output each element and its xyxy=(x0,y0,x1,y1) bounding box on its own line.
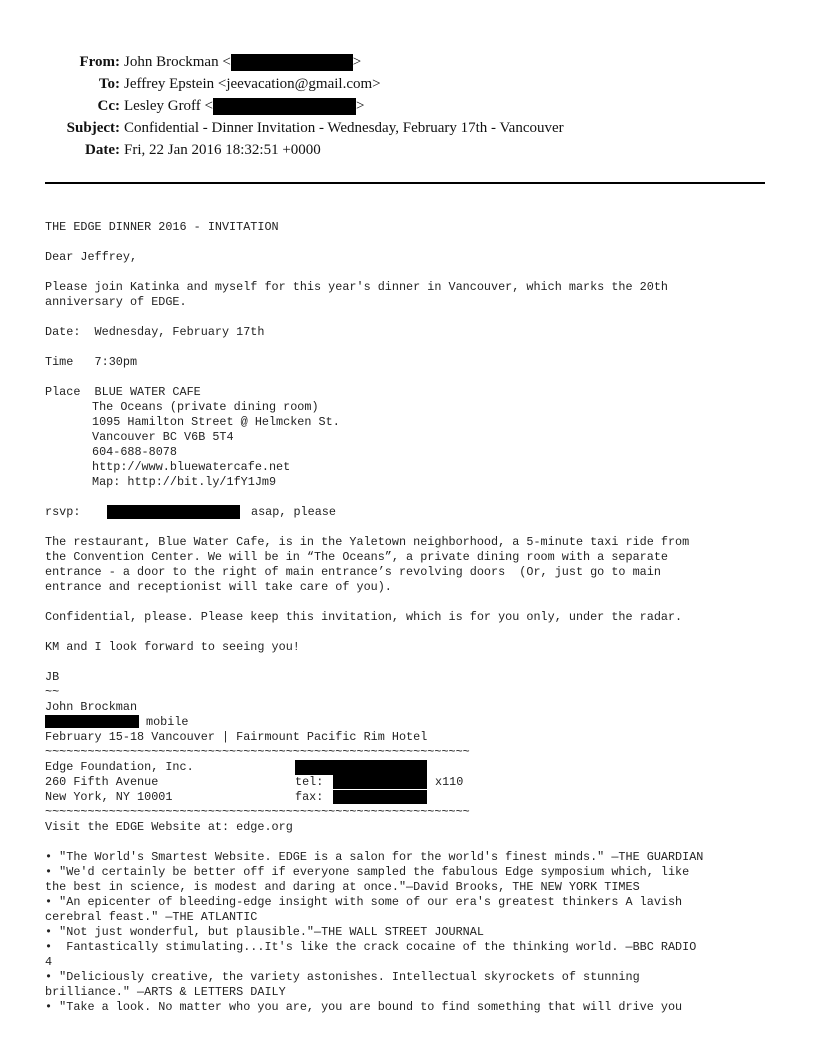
date-row xyxy=(0,142,816,164)
mobile-label: mobile xyxy=(146,715,189,729)
quote-line: • "An epicenter of bleeding-edge insight with some of our era's greatest thinkers A lavish xyxy=(45,895,683,909)
from-row xyxy=(0,54,816,76)
restaurant-line-1: The restaurant, Blue Water Cafe, is in the Yaletown neighborhood, a 5-minute taxi ride from xyxy=(45,535,690,549)
subject-row xyxy=(0,120,816,142)
quote-line: • "The World's Smartest Website. EDGE is a salon for the world's finest minds." —THE GUARDIAN xyxy=(45,850,704,864)
website-line[interactable]: Visit the EDGE Website at: edge.org xyxy=(45,820,293,834)
from-close: > xyxy=(352,54,362,70)
rsvp-label: rsvp: xyxy=(45,505,81,519)
redacted-mobile-number xyxy=(45,715,139,728)
cc-value xyxy=(124,98,364,115)
fax-label: fax: xyxy=(295,790,324,804)
place-detail-city: Vancouver BC V6B 5T4 xyxy=(92,430,234,444)
quote-line: • "Take a look. No matter who you are, you are bound to find something that will drive you xyxy=(45,1000,683,1014)
redacted-tel-number xyxy=(333,775,427,789)
tel-extension: x110 xyxy=(435,775,464,789)
restaurant-line-4: entrance and receptionist will take care of you). xyxy=(45,580,392,594)
from-name: John Brockman < xyxy=(124,54,231,70)
event-date: Date: Wednesday, February 17th xyxy=(45,325,265,339)
invitation-title: THE EDGE DINNER 2016 - INVITATION xyxy=(45,220,279,234)
quote-line: • "Deliciously creative, the variety astonishes. Intellectual skyrockets of stunning xyxy=(45,970,640,984)
subject-label: Subject: xyxy=(66,120,120,136)
subject-value: Confidential - Dinner Invitation - Wednesday, February 17th - Vancouver xyxy=(124,120,564,136)
confidential-note: Confidential, please. Please keep this invitation, which is for you only, under the radar. xyxy=(45,610,683,624)
place-detail-phone: 604-688-8078 xyxy=(92,445,177,459)
quote-line: • "Not just wonderful, but plausible."—THE WALL STREET JOURNAL xyxy=(45,925,484,939)
intro-line-1: Please join Katinka and myself for this year's dinner in Vancouver, which marks the 20th xyxy=(45,280,668,294)
cc-label: Cc: xyxy=(97,98,120,114)
quote-line: 4 xyxy=(45,955,53,969)
quote-line: • "We'd certainly be better off if everyone sampled the fabulous Edge symposium which, like xyxy=(45,865,690,879)
org-city: New York, NY 10001 xyxy=(45,790,173,804)
to-row xyxy=(0,76,816,98)
restaurant-line-2: the Convention Center. We will be in “The Oceans”, a private dining room with a separate xyxy=(45,550,668,564)
to-value: Jeffrey Epstein <jeevacation@gmail.com> xyxy=(124,76,381,92)
tel-label: tel: xyxy=(295,775,324,789)
closing-line: KM and I look forward to seeing you! xyxy=(45,640,300,654)
event-place: Place BLUE WATER CAFE xyxy=(45,385,201,399)
quote-line: brilliance." —ARTS & LETTERS DAILY xyxy=(45,985,286,999)
place-detail-map[interactable]: Map: http://bit.ly/1fY1Jm9 xyxy=(92,475,277,489)
quote-line: cerebral feast." —THE ATLANTIC xyxy=(45,910,258,924)
quote-line: • Fantastically stimulating...It's like the crack cocaine of the thinking world. —BBC RADIO xyxy=(45,940,697,954)
signature-divider-bottom: ~~~~~~~~~~~~~~~~~~~~~~~~~~~~~~~~~~~~~~~~~~~~~~~~~~~~~~~~~~~~ xyxy=(45,805,470,819)
place-detail-street: 1095 Hamilton Street @ Helmcken St. xyxy=(92,415,340,429)
redacted-org-info xyxy=(295,760,427,775)
greeting: Dear Jeffrey, xyxy=(45,250,138,264)
cc-row xyxy=(0,98,816,120)
from-value xyxy=(124,54,361,71)
restaurant-line-3: entrance - a door to the right of main entrance’s revolving doors (Or, just go to main xyxy=(45,565,661,579)
signature-name: John Brockman xyxy=(45,700,138,714)
signature-tilde: ~~ xyxy=(45,685,60,699)
redacted-from-email xyxy=(231,54,353,71)
signature-divider-top: ~~~~~~~~~~~~~~~~~~~~~~~~~~~~~~~~~~~~~~~~~~~~~~~~~~~~~~~~~~~~ xyxy=(45,745,470,759)
place-detail-website[interactable]: http://www.bluewatercafe.net xyxy=(92,460,291,474)
travel-line: February 15-18 Vancouver | Fairmount Pacific Rim Hotel xyxy=(45,730,428,744)
cc-name: Lesley Groff < xyxy=(124,98,213,114)
to-label: To: xyxy=(98,76,120,92)
event-time: Time 7:30pm xyxy=(45,355,138,369)
header-divider xyxy=(45,182,765,184)
place-detail-room: The Oceans (private dining room) xyxy=(92,400,319,414)
org-name: Edge Foundation, Inc. xyxy=(45,760,194,774)
date-label: Date: xyxy=(85,142,120,158)
date-value: Fri, 22 Jan 2016 18:32:51 +0000 xyxy=(124,142,321,158)
rsvp-suffix: asap, please xyxy=(251,505,336,519)
signature-initials: JB xyxy=(45,670,60,684)
redacted-rsvp-contact xyxy=(107,505,240,519)
redacted-fax-number xyxy=(333,790,427,804)
intro-line-2: anniversary of EDGE. xyxy=(45,295,187,309)
redacted-cc-email xyxy=(213,98,356,115)
from-label: From: xyxy=(79,54,120,70)
cc-close: > xyxy=(356,98,365,114)
quote-line: the best in science, is modest and daring at once."—David Brooks, THE NEW YORK TIMES xyxy=(45,880,640,894)
org-street: 260 Fifth Avenue xyxy=(45,775,159,789)
